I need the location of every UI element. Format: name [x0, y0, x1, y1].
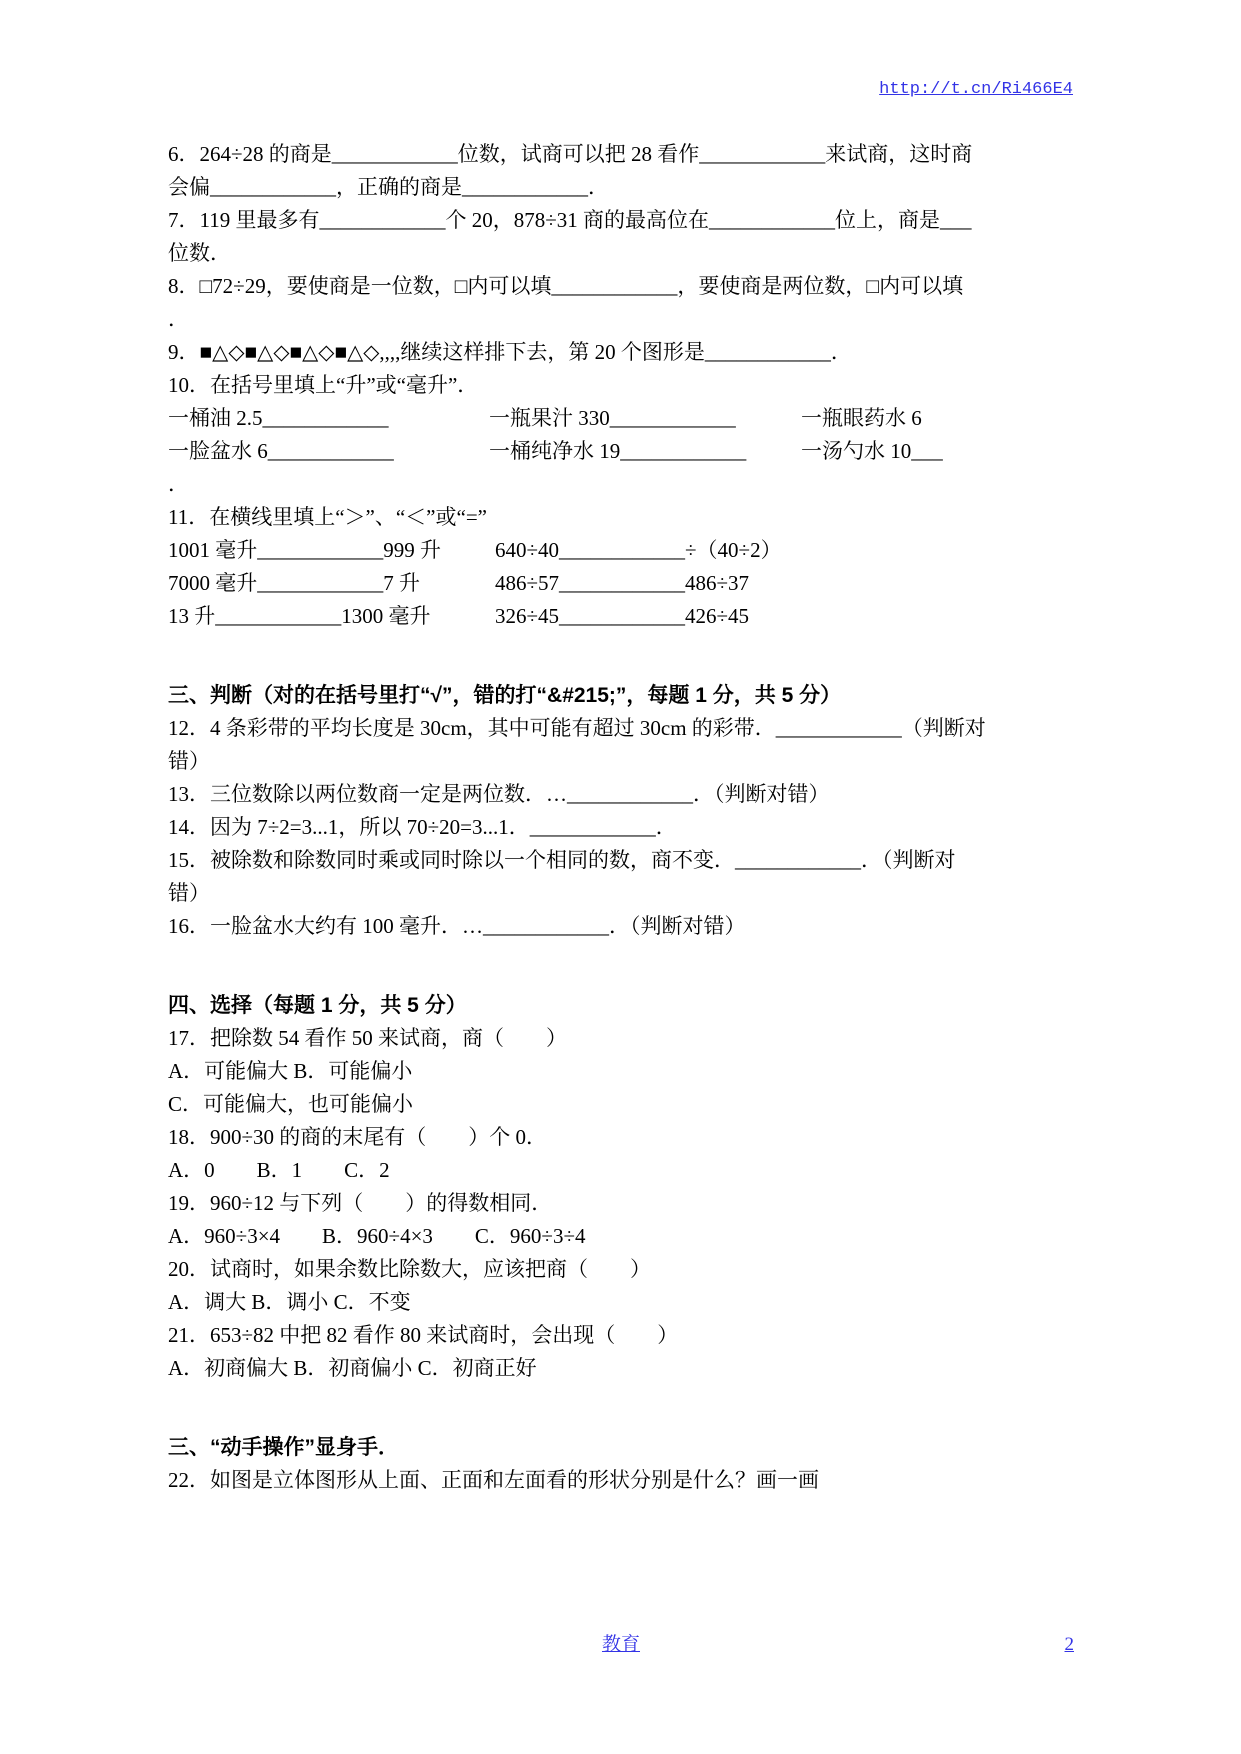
worksheet-line: A．调大 B．调小 C．不变 [168, 1290, 411, 1314]
worksheet-cell: 一瓶果汁 330____________ [489, 406, 736, 430]
worksheet-line: 14．因为 7÷2=3...1，所以 70÷20=3...1．____________． [168, 815, 677, 839]
worksheet-cell: 640÷40____________÷（40÷2） [495, 538, 782, 562]
worksheet-line: 位数． [168, 241, 231, 265]
footer-site-link[interactable]: 教育 [601, 1634, 640, 1655]
worksheet-line: 错） [168, 749, 210, 773]
worksheet-line: 17．把除数 54 看作 50 来试商，商（ ） [168, 1026, 567, 1050]
worksheet-line: A．初商偏大 B．初商偏小 C．初商正好 [168, 1356, 537, 1380]
worksheet-line: 10．在括号里填上“升”或“毫升”． [168, 373, 479, 397]
worksheet-line: 9．■△◇■△◇■△◇■△◇,,,,继续这样排下去，第 20 个图形是____________． [168, 340, 852, 364]
worksheet-line: 7．119 里最多有____________个 20，878÷31 商的最高位在____________位上，商是___ [168, 208, 972, 232]
worksheet-cell: 326÷45____________426÷45 [495, 604, 750, 628]
worksheet-cell: 一瓶眼药水 6 [801, 406, 922, 430]
worksheet-row [168, 567, 1074, 600]
worksheet-line: 19．960÷12 与下列（ ）的得数相同． [168, 1191, 553, 1215]
header-url-link[interactable]: http://t.cn/Ri466E4 [879, 80, 1073, 99]
worksheet-line: 21．653÷82 中把 82 看作 80 来试商时，会出现（ ） [168, 1323, 679, 1347]
worksheet-line: 16．一脸盆水大约有 100 毫升．…____________．（判断对错） [168, 914, 746, 938]
worksheet-line: ． [168, 472, 189, 496]
worksheet-line: 18．900÷30 的商的末尾有（ ）个 0． [168, 1125, 548, 1149]
worksheet-line: 8．□72÷29，要使商是一位数，□内可以填____________，要使商是两位数，□内可以填 [168, 274, 964, 298]
worksheet-line: 20．试商时，如果余数比除数大，应该把商（ ） [168, 1257, 651, 1281]
worksheet-line: 会偏____________，正确的商是____________． [168, 175, 609, 199]
worksheet-line: C．可能偏大，也可能偏小 [168, 1092, 414, 1116]
worksheet-line: A．960÷3×4 B．960÷4×3 C．960÷3÷4 [168, 1224, 586, 1248]
worksheet-line: 22．如图是立体图形从上面、正面和左面看的形状分别是什么？画一画 [168, 1468, 819, 1492]
worksheet-line: 13．三位数除以两位数商一定是两位数．…____________．（判断对错） [168, 782, 830, 806]
worksheet-cell: 13 升____________1300 毫升 [168, 604, 431, 628]
worksheet-row [168, 534, 1074, 567]
worksheet-cell: 一脸盆水 6____________ [168, 439, 394, 463]
worksheet-cell: 1001 毫升____________999 升 [168, 538, 441, 562]
worksheet-line: ． [168, 307, 189, 331]
worksheet-line: 12．4 条彩带的平均长度是 30cm，其中可能有超过 30cm 的彩带．____________（判断对 [168, 716, 986, 740]
section-heading: 三、判断（对的在括号里打“√”，错的打“&#215;”，每题 1 分，共 5 分） [168, 684, 842, 707]
worksheet-cell: 一桶纯净水 19____________ [489, 439, 747, 463]
worksheet-row [168, 435, 1074, 468]
footer-page-number-link[interactable]: 2 [1064, 1634, 1074, 1655]
worksheet-cell: 一汤勺水 10___ [801, 439, 943, 463]
section-heading: 三、“动手操作”显身手． [168, 1436, 399, 1459]
worksheet-line: 11．在横线里填上“＞”、“＜”或“=” [168, 505, 487, 529]
page-footer [168, 1632, 1074, 1658]
worksheet-line: 6．264÷28 的商是____________位数，试商可以把 28 看作____________来试商，这时商 [168, 142, 973, 166]
section-heading: 四、选择（每题 1 分，共 5 分） [168, 994, 467, 1017]
worksheet-line: A．可能偏大 B．可能偏小 [168, 1059, 413, 1083]
worksheet-cell: 7000 毫升____________7 升 [168, 571, 420, 595]
worksheet-cell: 一桶油 2.5____________ [168, 406, 389, 430]
document-body [168, 138, 1074, 1497]
worksheet-line: 15．被除数和除数同时乘或同时除以一个相同的数，商不变．____________．（判断对 [168, 848, 956, 872]
worksheet-cell: 486÷57____________486÷37 [495, 571, 750, 595]
worksheet-row [168, 402, 1074, 435]
worksheet-line: 错） [168, 881, 210, 905]
worksheet-row [168, 600, 1074, 633]
worksheet-line: A．0 B．1 C．2 [168, 1158, 390, 1182]
